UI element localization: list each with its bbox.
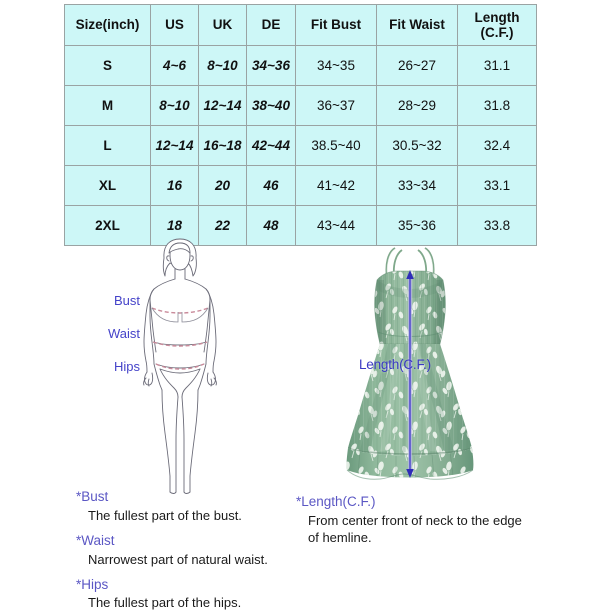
cell-uk: 16~18 — [199, 126, 247, 166]
cell-fit-waist: 35~36 — [377, 206, 458, 246]
cell-uk: 8~10 — [199, 46, 247, 86]
legend-desc-hips: The fullest part of the hips. — [88, 595, 242, 611]
cell-fit-bust: 36~37 — [296, 86, 377, 126]
cell-us: 18 — [151, 206, 199, 246]
label-bust: Bust — [113, 293, 140, 308]
table-row — [65, 166, 537, 206]
cell-us: 16 — [151, 166, 199, 206]
cell-fit-bust: 38.5~40 — [296, 126, 377, 166]
cell-size: S — [65, 46, 151, 86]
cell-us: 4~6 — [151, 46, 199, 86]
header-uk: UK — [199, 5, 247, 46]
dress-length-caption: Length(C.F.) — [359, 357, 431, 372]
cell-fit-waist: 33~34 — [377, 166, 458, 206]
cell-fit-waist: 30.5~32 — [377, 126, 458, 166]
header-length-line2: (C.F.) — [480, 25, 514, 40]
table-header-row — [65, 5, 537, 46]
label-waist: Waist — [107, 326, 140, 341]
cell-de: 38~40 — [247, 86, 296, 126]
table-row — [65, 46, 537, 86]
legend-desc-waist: Narrowest part of natural waist. — [88, 551, 268, 567]
cell-size: XL — [65, 166, 151, 206]
cell-us: 8~10 — [151, 86, 199, 126]
header-fit-waist: Fit Waist — [377, 5, 458, 46]
cell-length: 31.1 — [458, 46, 537, 86]
cell-us: 12~14 — [151, 126, 199, 166]
size-chart-table — [64, 4, 537, 246]
cell-uk: 12~14 — [199, 86, 247, 126]
cell-fit-waist: 26~27 — [377, 46, 458, 86]
cell-size: M — [65, 86, 151, 126]
cell-de: 46 — [247, 166, 296, 206]
legend-term-hips: *Hips — [76, 576, 109, 592]
bust-measure-line — [152, 308, 208, 313]
cell-uk: 20 — [199, 166, 247, 206]
legend-desc-length: From center front of neck to the edge of hemline. — [308, 512, 522, 545]
cell-fit-waist: 28~29 — [377, 86, 458, 126]
cell-size: L — [65, 126, 151, 166]
header-length-line1: Length — [474, 9, 520, 25]
cell-length: 32.4 — [458, 126, 537, 166]
table-row — [65, 126, 537, 166]
header-de: DE — [247, 5, 296, 46]
header-fit-bust: Fit Bust — [296, 5, 377, 46]
legend-term-bust: *Bust — [76, 489, 109, 504]
cell-size: 2XL — [65, 206, 151, 246]
legend-garment-length — [296, 494, 536, 547]
legend-desc-bust: The fullest part of the bust. — [88, 507, 242, 523]
cell-length: 31.8 — [458, 86, 537, 126]
cell-de: 42~44 — [247, 126, 296, 166]
cell-fit-bust: 43~44 — [296, 206, 377, 246]
header-length — [458, 5, 537, 46]
cell-fit-bust: 41~42 — [296, 166, 377, 206]
header-size: Size(inch) — [65, 5, 151, 46]
legend-body-measurements — [76, 489, 291, 612]
label-hips: Hips — [113, 359, 140, 374]
cell-de: 34~36 — [247, 46, 296, 86]
cell-de: 48 — [247, 206, 296, 246]
legend-term-length: *Length(C.F.) — [296, 494, 376, 509]
table-row — [65, 86, 537, 126]
cell-length: 33.1 — [458, 166, 537, 206]
waist-measure-line — [153, 342, 207, 346]
cell-length: 33.8 — [458, 206, 537, 246]
body-measurement-labels — [82, 294, 140, 393]
legend-term-waist: *Waist — [76, 532, 115, 548]
cell-fit-bust: 34~35 — [296, 46, 377, 86]
header-us: US — [151, 5, 199, 46]
illustrations-area — [0, 238, 600, 498]
cell-uk: 22 — [199, 206, 247, 246]
